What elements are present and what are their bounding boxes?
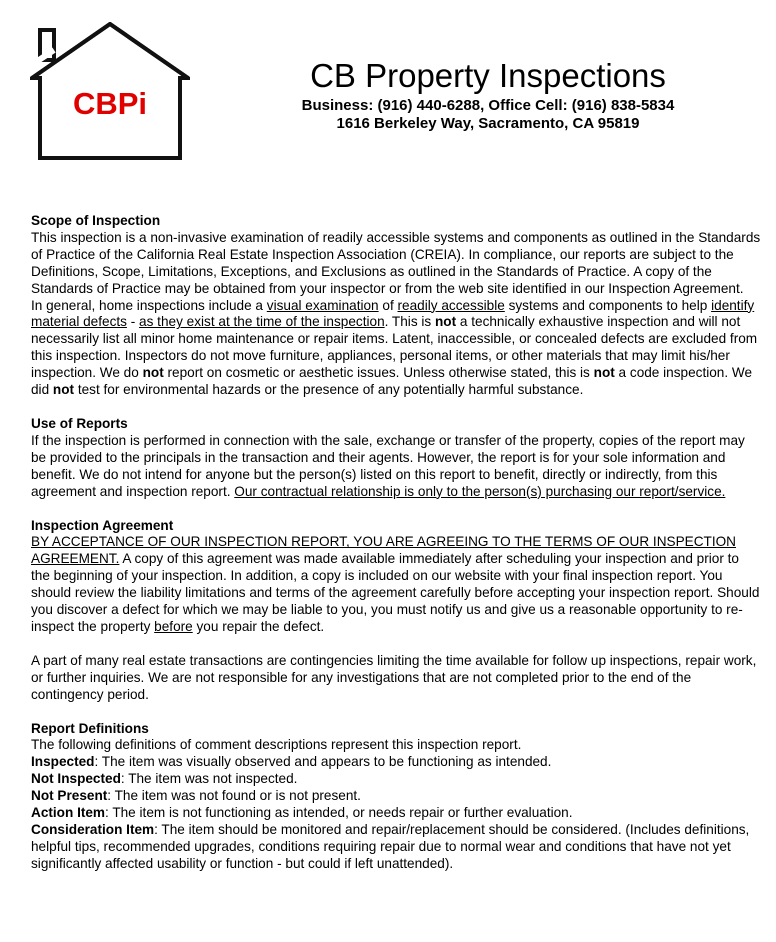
text-run: you repair the defect. xyxy=(192,618,325,634)
definition-term: Not Present xyxy=(31,788,108,804)
underlined-text: Our contractual relationship is only to the person(s) purchasing our report/service. xyxy=(234,483,726,499)
text-run: - xyxy=(126,314,140,330)
underlined-text: before xyxy=(154,618,193,634)
use-paragraph xyxy=(31,433,761,501)
text-run: of xyxy=(378,297,398,313)
house-logo-icon xyxy=(30,22,190,162)
spacer xyxy=(31,501,761,518)
underlined-text: readily accessible xyxy=(397,297,505,313)
text-run: In general, home inspections include a xyxy=(31,297,267,313)
agreement-paragraph-1 xyxy=(31,534,761,635)
scope-paragraph-2 xyxy=(31,298,761,399)
text-run: test for environmental hazards or the presence of any potentially harmful substance. xyxy=(74,382,584,398)
definition-desc: : The item is not functioning as intended, or needs repair or further evaluation. xyxy=(105,805,573,821)
underlined-text: identify material defects xyxy=(31,297,755,330)
bold-text: not xyxy=(593,365,615,381)
contact-phones: Business: (916) 440-6288, Office Cell: (916) 838-5834 xyxy=(301,97,675,114)
use-heading: Use of Reports xyxy=(31,415,128,431)
business-address: 1616 Berkeley Way, Sacramento, CA 95819 xyxy=(336,115,640,132)
agreement-paragraph-2: A part of many real estate transactions are contingencies limiting the time available for follow up inspections, repair work, or further inquiries. We are not responsible for any investigations that are not completed prior to the end of the contingency period. xyxy=(31,652,757,702)
bold-text: not xyxy=(434,314,457,330)
definitions-heading: Report Definitions xyxy=(31,720,149,736)
text-run: a code inspection. We did xyxy=(31,365,753,398)
underlined-text: as they exist at the time of the inspection xyxy=(139,314,385,330)
definition-item xyxy=(31,771,761,788)
spacer xyxy=(31,704,761,721)
definition-term: Not Inspected xyxy=(31,771,121,787)
definition-term: Inspected xyxy=(31,754,95,770)
definition-item xyxy=(31,754,761,771)
underlined-text: BY ACCEPTANCE OF OUR INSPECTION REPORT, YOU ARE AGREEING TO THE TERMS OF OUR INSPECTION AGREEMENT. xyxy=(31,534,736,567)
bold-text: not xyxy=(142,365,164,381)
agreement-heading: Inspection Agreement xyxy=(31,517,174,533)
definition-item xyxy=(31,822,761,873)
text-run: If the inspection is performed in connection with the sale, exchange or transfer of the property, copies of the report may be provided to the principals in the transaction and their agents. However, the report is for your sole information and benefit. We do not intend for anyone but the person(s) listed on this report to benefit, directly or indirectly, from this agreement and inspection report. xyxy=(31,432,745,499)
definition-item xyxy=(31,788,761,805)
text-run: a technically exhaustive inspection and will not necessarily list all minor home maintenance or repair items. Latent, inaccessible, or concealed defects are excluded from this inspection. Inspectors do not move furniture, appliances, personal items, or other materials that may limit his/her inspection. We do xyxy=(31,314,758,381)
scope-heading: Scope of Inspection xyxy=(31,213,161,228)
definition-desc: : The item should be monitored and repair/replacement should be considered. (Includes definitions, helpful tips, recommended upgrades, conditions requiring repair due to normal wear and conditions that have not yet significantly affected usability or function - but could if left unattended). xyxy=(31,822,750,871)
definition-desc: : The item was visually observed and appears to be functioning as intended. xyxy=(94,754,552,770)
definition-term: Consideration Item xyxy=(31,822,155,837)
logo-text: CBPi xyxy=(72,86,148,121)
report-body xyxy=(31,213,761,873)
page-title: CB Property Inspections xyxy=(310,57,666,94)
scope-paragraph-1: This inspection is a non-invasive examination of readily accessible systems and components as outlined in the Standards of Practice of the California Real Estate Inspection Association (CREIA). In compliance, our reports are subject to the Definitions, Scope, Limitations, Exceptions, and Exclusions as outlined in the Standards of Practice. A copy of the Standards of Practice may be obtained from your inspector or from the web site identified in our Inspection Agreement. xyxy=(31,229,761,296)
definition-item xyxy=(31,805,761,822)
spacer xyxy=(31,636,761,653)
definitions-intro: The following definitions of comment descriptions represent this inspection report. xyxy=(31,737,522,753)
text-run: A copy of this agreement was made available immediately after scheduling your inspection and prior to the beginning of your inspection. In addition, a copy is included on our website with your final inspection report. You should review the liability limitations and terms of the agreement carefully before accepting your inspection report. Should you discover a defect for which we may be liable to you, you must notify us and give us a reasonable opportunity to re-inspect the property xyxy=(31,551,760,634)
text-run: report on cosmetic or aesthetic issues. Unless otherwise stated, this is xyxy=(163,365,594,381)
definition-desc: : The item was not found or is not present. xyxy=(107,788,361,804)
underlined-text: visual examination xyxy=(266,297,379,313)
text-run: systems and components to help xyxy=(504,297,712,313)
definition-desc: : The item was not inspected. xyxy=(120,771,298,787)
definition-term: Action Item xyxy=(31,805,106,821)
spacer xyxy=(31,399,761,416)
cbpi-logo xyxy=(30,22,190,162)
bold-text: not xyxy=(52,382,75,398)
text-run: . This is xyxy=(384,314,435,330)
